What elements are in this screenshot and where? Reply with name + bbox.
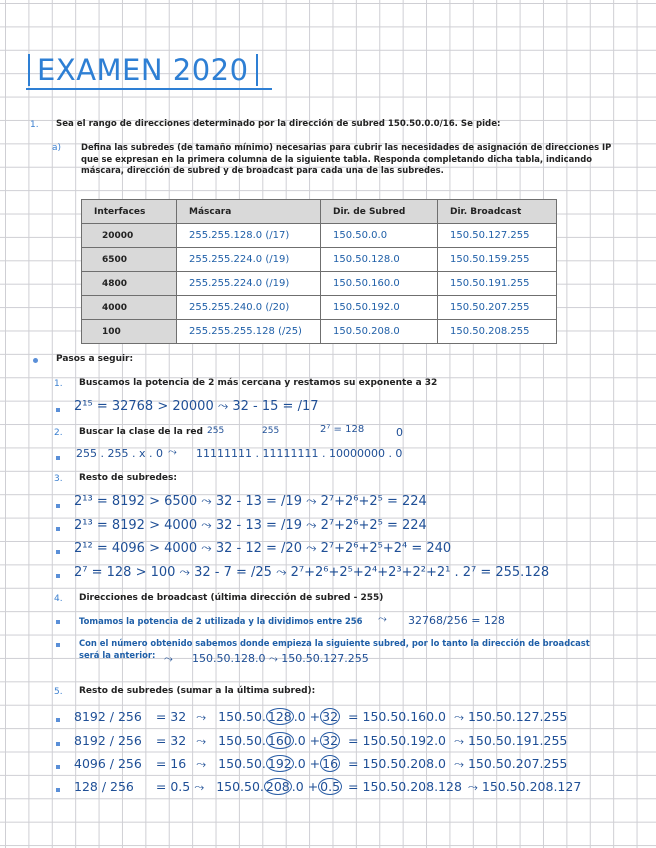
arrow-icon: ⤳ bbox=[453, 756, 464, 771]
bullet-icon bbox=[56, 742, 60, 746]
cell-subnet: 150.50.0.0 bbox=[321, 224, 438, 248]
step-work: 2¹³ = 8192 > 4000 ⤳ 32 - 13 = /19 ⤳ 2⁷+2⁶+2⁵ = 224 bbox=[74, 518, 427, 533]
table-row bbox=[82, 272, 557, 296]
arrow-icon: ⤳ bbox=[453, 733, 464, 748]
cell-interfaces: 100 bbox=[82, 320, 177, 344]
arrow-icon: ⤳ bbox=[196, 733, 207, 748]
annotation: 255 bbox=[207, 426, 225, 436]
subnet-table bbox=[81, 199, 557, 344]
step-work: 2⁷ = 128 > 100 ⤳ 32 - 7 = /25 ⤳ 2⁷+2⁶+2⁵+2⁴+2³+2²+2¹ . 2⁷ = 255.128 bbox=[74, 565, 550, 580]
subquestion-text: Defina las subredes (de tamaño mínimo) necesarias para cubrir las necesidades de asignación de direcciones IP que se expresan en la primera columna de la siguiente tabla. Responda completando dicha tabla, indicando máscara, dirección de subred y de broadcast para cada una de las subredes. bbox=[81, 142, 612, 175]
step-work: 2¹³ = 8192 > 6500 ⤳ 32 - 13 = /19 ⤳ 2⁷+2⁶+2⁵ = 224 bbox=[74, 494, 427, 509]
address-base: 150.50. bbox=[216, 779, 264, 794]
circled-octet: 208 bbox=[265, 779, 290, 794]
bullet-icon bbox=[56, 527, 60, 531]
plus-icon: + bbox=[309, 756, 321, 771]
circled-octet: 160 bbox=[267, 733, 292, 748]
bullet-icon bbox=[56, 550, 60, 554]
arrow-icon: ⤳ bbox=[453, 709, 464, 724]
cell-subnet: 150.50.160.0 bbox=[321, 272, 438, 296]
bullet-icon bbox=[56, 718, 60, 722]
step-work: 11111111 . 11111111 . 10000000 . 0 bbox=[196, 447, 403, 460]
quotient: = 0.5 bbox=[155, 779, 191, 794]
step-text: Buscar la clase de la red bbox=[79, 427, 203, 437]
bullet-icon bbox=[56, 788, 60, 792]
step5-row bbox=[74, 733, 567, 749]
table-row bbox=[82, 320, 557, 344]
result-broadcast: 150.50.191.255 bbox=[467, 733, 568, 748]
cell-broadcast: 150.50.127.255 bbox=[438, 224, 557, 248]
address-tail: .0 bbox=[293, 709, 306, 724]
table-row bbox=[82, 296, 557, 320]
cell-mask: 255.255.240.0 (/20) bbox=[177, 296, 321, 320]
step-work: 150.50.128.0 ⤳ 150.50.127.255 bbox=[192, 652, 369, 665]
annotation: 2⁷ = 128 bbox=[320, 424, 365, 435]
quotient: = 32 bbox=[155, 733, 187, 748]
step-number: 3. bbox=[54, 474, 63, 484]
step-number: 1. bbox=[54, 379, 63, 389]
cell-interfaces: 4000 bbox=[82, 296, 177, 320]
question-number: 1. bbox=[30, 120, 39, 130]
division: 8192 / 256 bbox=[74, 709, 142, 724]
cell-subnet: 150.50.128.0 bbox=[321, 248, 438, 272]
table-header-row bbox=[82, 200, 557, 224]
arrow-icon: ⤳ bbox=[164, 652, 173, 665]
result-subnet: = 150.50.160.0 bbox=[348, 709, 446, 724]
result-subnet: = 150.50.208.0 bbox=[348, 756, 446, 771]
step-number: 4. bbox=[54, 594, 63, 604]
cell-mask: 255.255.255.128 (/25) bbox=[177, 320, 321, 344]
result-subnet: = 150.50.208.128 bbox=[348, 779, 462, 794]
cell-mask: 255.255.128.0 (/17) bbox=[177, 224, 321, 248]
step-number: 2. bbox=[54, 428, 63, 438]
arrow-icon: ⤳ bbox=[168, 445, 177, 458]
step5-row bbox=[74, 779, 581, 795]
cell-interfaces: 4800 bbox=[82, 272, 177, 296]
circled-increment: 32 bbox=[322, 733, 339, 748]
step-work: 255 . 255 . x . 0 bbox=[76, 447, 163, 460]
division: 4096 / 256 bbox=[74, 756, 142, 771]
quotient: = 32 bbox=[155, 709, 187, 724]
step-note: Tomamos la potencia de 2 utilizada y la dividimos entre 256 bbox=[79, 616, 363, 626]
address-tail: .0 bbox=[293, 756, 306, 771]
cell-interfaces: 20000 bbox=[82, 224, 177, 248]
subquestion-label: a) bbox=[52, 143, 62, 153]
circled-octet: 128 bbox=[267, 709, 292, 724]
result-broadcast: 150.50.208.127 bbox=[481, 779, 582, 794]
result-broadcast: 150.50.207.255 bbox=[467, 756, 568, 771]
step5-row bbox=[74, 756, 567, 772]
cell-mask: 255.255.224.0 (/19) bbox=[177, 272, 321, 296]
cell-interfaces: 6500 bbox=[82, 248, 177, 272]
arrow-icon: ⤳ bbox=[467, 779, 478, 794]
col-interfaces: Interfaces bbox=[82, 200, 177, 224]
circled-increment: 0.5 bbox=[320, 779, 341, 794]
cell-broadcast: 150.50.191.255 bbox=[438, 272, 557, 296]
col-subnet: Dir. de Subred bbox=[321, 200, 438, 224]
step-text: Buscamos la potencia de 2 más cercana y restamos su exponente a 32 bbox=[79, 378, 438, 388]
cell-mask: 255.255.224.0 (/19) bbox=[177, 248, 321, 272]
cell-broadcast: 150.50.159.255 bbox=[438, 248, 557, 272]
bullet-icon bbox=[56, 643, 60, 647]
bullet-icon bbox=[56, 408, 60, 412]
address-tail: .0 bbox=[293, 733, 306, 748]
cell-subnet: 150.50.192.0 bbox=[321, 296, 438, 320]
step-text: Direcciones de broadcast (última dirección de subred - 255) bbox=[79, 593, 384, 603]
arrow-icon: ⤳ bbox=[196, 756, 207, 771]
plus-icon: + bbox=[309, 733, 321, 748]
annotation: 0 bbox=[396, 426, 403, 439]
circled-increment: 32 bbox=[322, 709, 339, 724]
question-text: Sea el rango de direcciones determinado por la dirección de subred 150.50.0.0/16. Se pide: bbox=[56, 119, 501, 129]
plus-icon: + bbox=[309, 709, 321, 724]
col-mask: Máscara bbox=[177, 200, 321, 224]
address-base: 150.50. bbox=[218, 733, 266, 748]
bullet-icon bbox=[56, 765, 60, 769]
cell-broadcast: 150.50.208.255 bbox=[438, 320, 557, 344]
step-text: Resto de subredes: bbox=[79, 473, 177, 483]
bullet-icon bbox=[56, 504, 60, 508]
step-work: 2¹⁵ = 32768 > 20000 ⤳ 32 - 15 = /17 bbox=[74, 399, 319, 414]
annotation: 255 bbox=[262, 426, 280, 436]
circled-octet: 192 bbox=[267, 756, 292, 771]
step-note: Con el número obtenido sabemos donde empieza la siguiente subred, por lo tanto la dirección de broadcast será la anterior: bbox=[79, 638, 590, 660]
quotient: = 16 bbox=[155, 756, 187, 771]
result-broadcast: 150.50.127.255 bbox=[467, 709, 568, 724]
address-base: 150.50. bbox=[218, 756, 266, 771]
bullet-icon bbox=[56, 574, 60, 578]
address-tail: .0 bbox=[291, 779, 304, 794]
step-number: 5. bbox=[54, 687, 63, 697]
step-work: 32768/256 = 128 bbox=[408, 614, 505, 627]
table-row bbox=[82, 224, 557, 248]
title-underline bbox=[26, 88, 272, 90]
step5-row bbox=[74, 709, 567, 725]
cell-broadcast: 150.50.207.255 bbox=[438, 296, 557, 320]
page-title: EXAMEN 2020 bbox=[28, 54, 258, 86]
division: 128 / 256 bbox=[74, 779, 134, 794]
division: 8192 / 256 bbox=[74, 733, 142, 748]
step-work: 2¹² = 4096 > 4000 ⤳ 32 - 12 = /20 ⤳ 2⁷+2⁶+2⁵+2⁴ = 240 bbox=[74, 541, 452, 556]
bullet-icon bbox=[56, 620, 60, 624]
cell-subnet: 150.50.208.0 bbox=[321, 320, 438, 344]
bullet-icon bbox=[56, 456, 60, 460]
arrow-icon: ⤳ bbox=[194, 779, 205, 794]
plus-icon: + bbox=[307, 779, 319, 794]
step-text: Resto de subredes (sumar a la última subred): bbox=[79, 686, 316, 696]
arrow-icon: ⤳ bbox=[196, 709, 207, 724]
address-base: 150.50. bbox=[218, 709, 266, 724]
col-broadcast: Dir. Broadcast bbox=[438, 200, 557, 224]
result-subnet: = 150.50.192.0 bbox=[348, 733, 446, 748]
arrow-icon: ⤳ bbox=[378, 612, 387, 625]
circled-increment: 16 bbox=[322, 756, 339, 771]
bullet-icon bbox=[33, 358, 38, 363]
steps-heading: Pasos a seguir: bbox=[56, 354, 134, 364]
table-row bbox=[82, 248, 557, 272]
